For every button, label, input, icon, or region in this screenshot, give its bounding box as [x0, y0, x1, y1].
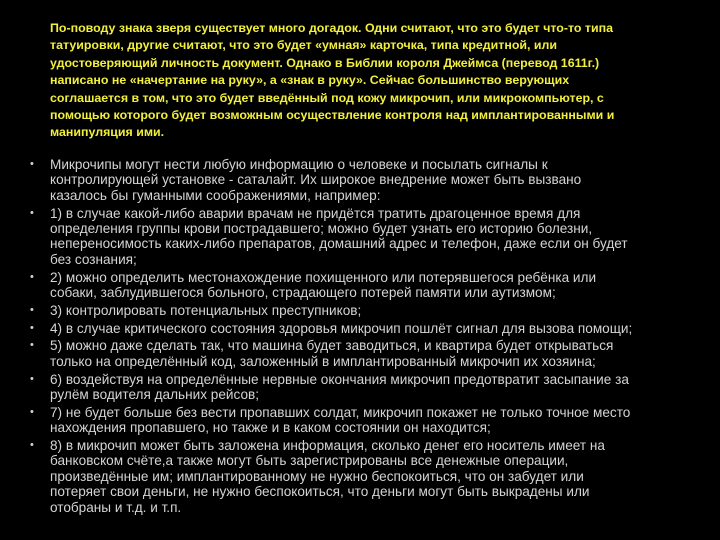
- list-item-line: 4) в случае критического состояния здоровья микрочип пошлёт сигнал для вызова помощи;: [50, 320, 633, 336]
- intro-line: удостоверяющий личность документ. Однако в Библии короля Джеймса (перевод 1611г.): [50, 55, 600, 70]
- list-item-line: Микрочипы могут нести любую информацию о человеке и посылать сигналы к: [50, 157, 548, 172]
- list-item-line: 3) контролировать потенциальных преступников;: [50, 302, 362, 318]
- bullet-icon: •: [30, 270, 34, 283]
- list-item: [28, 321, 708, 336]
- intro-paragraph: [50, 20, 710, 142]
- list-item-line: 8) в микрочип может быть заложена информация, сколько денег его носитель имеет на: [50, 438, 605, 454]
- list-item-text: [50, 206, 708, 268]
- list-item-line: без сознания;: [50, 251, 137, 267]
- intro-line: татуировки, другие считают, что это будет «умная» карточка, типа кредитной, или: [50, 38, 558, 53]
- list-item-text: [50, 405, 708, 436]
- list-item-line: 2) можно определить местонахождение похищенного или потерявшегося ребёнка или: [50, 269, 597, 285]
- list-item: [28, 303, 708, 318]
- list-item-text: [50, 372, 708, 403]
- list-item-text: [50, 438, 708, 515]
- list-item-line: собаки, заблудившегося больного, страдающего потерей памяти или аутизмом;: [50, 285, 556, 301]
- list-item-line: произведённые им; имплантированному не нужно беспокоиться, что он забудет или: [50, 468, 584, 484]
- bullet-icon: •: [30, 158, 34, 170]
- bullet-icon: •: [30, 405, 34, 418]
- list-item-line: рулём водителя дальних рейсов;: [50, 387, 260, 403]
- list-item-line: непереносимость каких-либо препаратов, домашний адрес и телефон, даже если он будет: [50, 236, 628, 252]
- list-item-line: 6) воздействуя на определённые нервные окончания микрочип предотвратит засыпание за: [50, 371, 629, 387]
- bullet-icon: •: [30, 372, 34, 385]
- list-item: [28, 405, 708, 436]
- list-item-line: банковском счёте,а также могут быть зарегистрированы все денежные операции,: [50, 453, 569, 469]
- intro-line: манипуляция ими.: [50, 125, 165, 140]
- list-item-line: 7) не будет больше без вести пропавших солдат, микрочип покажет не только точное место: [50, 404, 631, 420]
- list-item-text: [50, 270, 708, 301]
- list-item: [28, 372, 708, 403]
- list-item: [28, 438, 708, 515]
- list-item-line: отобраны и т.д. и т.п.: [50, 499, 182, 515]
- bullet-list: [28, 157, 708, 517]
- intro-line: соглашается в том, что это будет введённый под кожу микрочип, или микрокомпьютер, с: [50, 90, 604, 105]
- list-item: [28, 206, 708, 268]
- bullet-icon: •: [30, 303, 34, 316]
- list-item-text: [50, 321, 708, 336]
- list-item-line: контролирующей установке - саталайт. Их широкое внедрение может быть вызвано: [50, 172, 582, 188]
- list-item-text: [50, 157, 708, 203]
- list-item: [28, 270, 708, 301]
- list-item-line: потеряет свои деньги, не нужно беспокоиться, что деньги могут быть выкрадены или: [50, 484, 590, 500]
- list-item-text: [50, 303, 708, 318]
- intro-line: помощью которого будет возможным осуществление контроля над имплантированными и: [50, 108, 615, 123]
- bullet-icon: •: [30, 339, 34, 352]
- intro-line: По-поводу знака зверя существует много догадок. Одни считают, что это будет что-то типа: [50, 21, 613, 35]
- list-item-line: только на определённый код, заложенный в имплантированный микрочип их хозяина;: [50, 353, 596, 369]
- list-item: [28, 157, 708, 203]
- list-item: [28, 338, 708, 369]
- bullet-icon: •: [30, 439, 34, 452]
- list-item-line: определения группы крови пострадавшего; можно будет узнать его историю болезни,: [50, 221, 593, 237]
- list-item-line: казалось бы гуманными соображениями, например:: [50, 187, 381, 203]
- list-item-line: 5) можно даже сделать так, что машина будет заводиться, и квартира будет открываться: [50, 338, 614, 354]
- list-item-line: нахождения пропавшего, но также и в каком состоянии он находится;: [50, 420, 491, 436]
- list-item-line: 1) в случае какой-либо аварии врачам не придётся тратить драгоценное время для: [50, 205, 581, 221]
- bullet-icon: •: [30, 206, 34, 219]
- list-item-text: [50, 338, 708, 369]
- bullet-icon: •: [30, 321, 34, 334]
- intro-line: написано не «начертание на руку», а «знак в руку». Сейчас большинство верующих: [50, 73, 570, 88]
